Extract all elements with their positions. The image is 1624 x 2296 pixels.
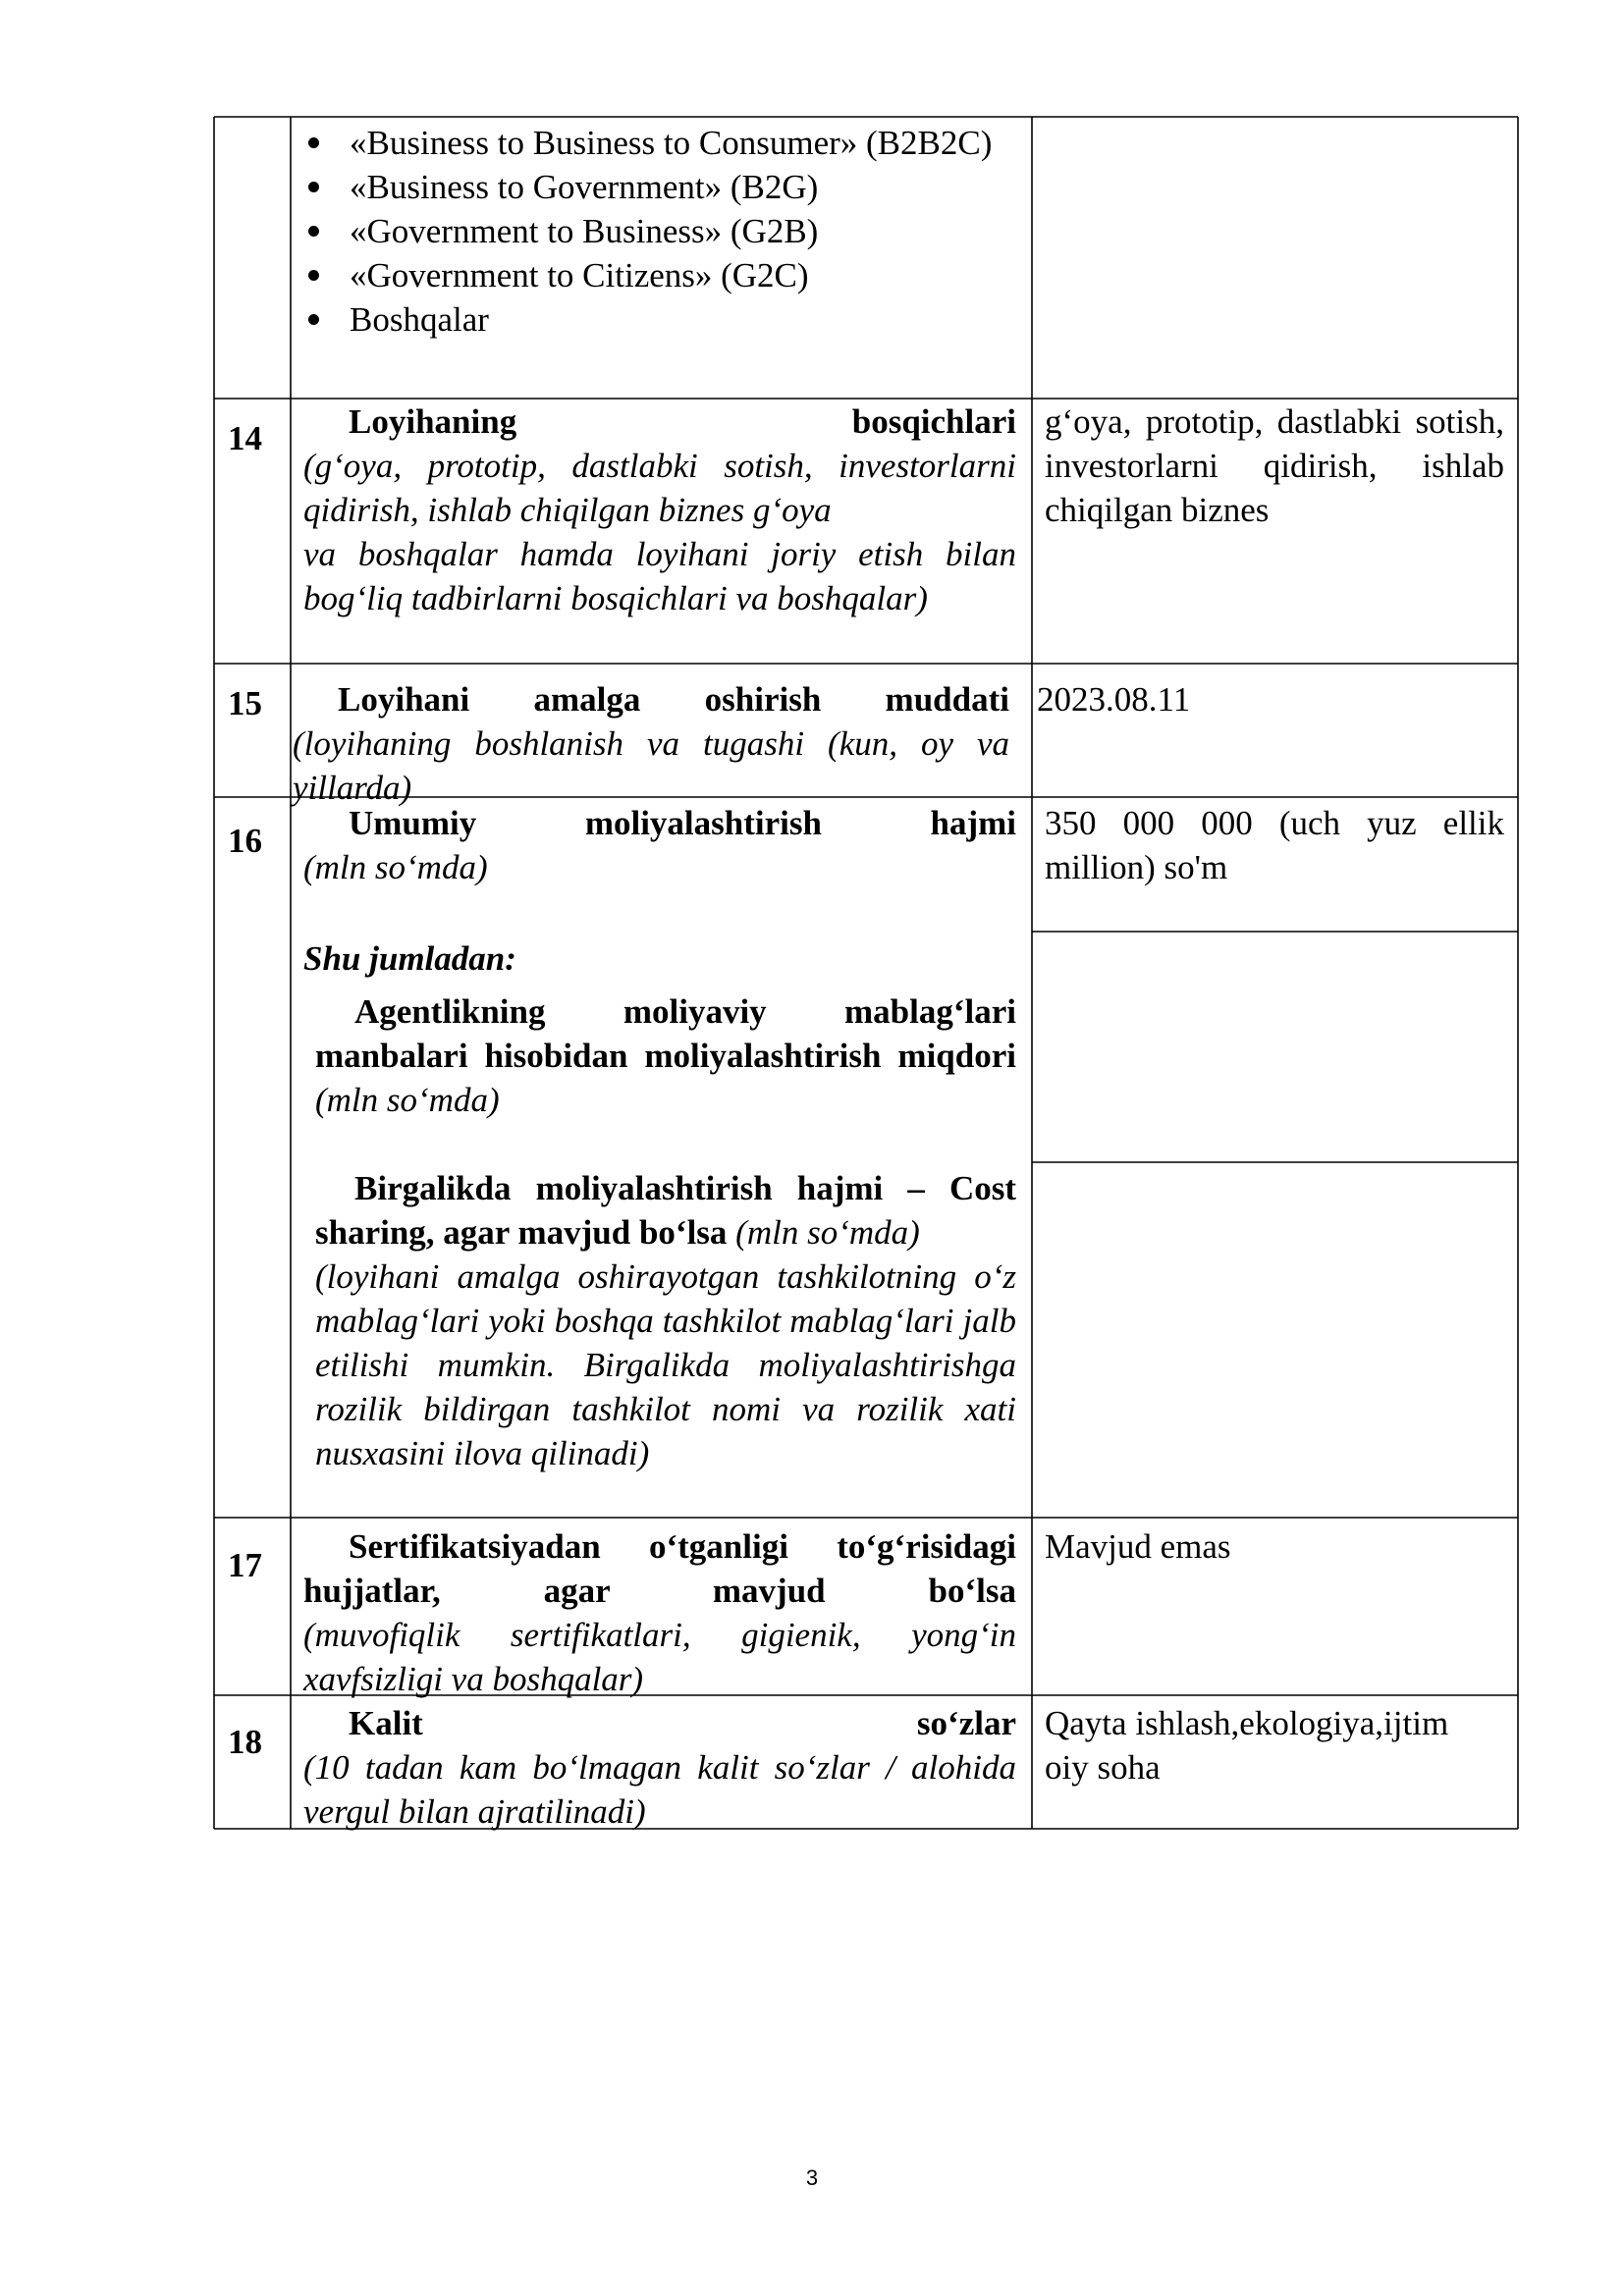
row-16-cost-sharing-unit: (mln so‘mda) <box>735 1213 920 1252</box>
list-item: Boshqalar <box>302 297 1017 342</box>
page-number: 3 <box>805 2165 819 2190</box>
row-13-content-cell <box>302 121 1017 342</box>
row-18-label-cell <box>303 1701 1016 1834</box>
row-18-title: Kalit so‘zlar <box>349 1704 1016 1742</box>
row-18-value: Qayta ishlash,ekologiya,ijtimoiy soha <box>1045 1704 1449 1787</box>
row-14-number: 14 <box>228 419 262 457</box>
row-16-agency-cell <box>315 989 1016 1122</box>
row-14-title: Loyihaning bosqichlari <box>349 402 1016 441</box>
row-14-description: (g‘oya, prototip, dastlabki sotish, investorlarni qidirish, ishlab chiqilgan biznes g‘oya <box>303 447 1016 529</box>
list-item: «Business to Business to Consumer» (B2B2C) <box>302 121 1017 165</box>
row-15-label-cell <box>293 677 1009 810</box>
row-16-agency-unit: (mln so‘mda) <box>315 1081 500 1119</box>
row-16-title: Umumiy moliyalashtirish hajmi <box>349 804 1016 842</box>
row-16-number: 16 <box>228 822 262 860</box>
row-17-value: Mavjud emas <box>1045 1527 1231 1566</box>
row-17-description: (muvofiqlik sertifikatlari, gigienik, yong‘in xavfsizligi va boshqalar) <box>303 1616 1016 1698</box>
row-17-title: Sertifikatsiyadan o‘tganligi to‘g‘risidagi hujjatlar, agar mavjud bo‘lsa <box>303 1527 1016 1610</box>
row-15-value: 2023.08.11 <box>1037 680 1191 719</box>
list-item: «Government to Business» (G2B) <box>302 209 1017 253</box>
row-18-description: (10 tadan kam bo‘lmagan kalit so‘zlar / alohida vergul bilan ajratilinadi) <box>303 1748 1016 1831</box>
row-15-title: Loyihani amalga oshirish muddati <box>338 680 1009 719</box>
list-item: «Business to Government» (B2G) <box>302 165 1017 209</box>
row-17-label-cell <box>303 1524 1016 1701</box>
row-16-cost-sharing-title: Birgalikda moliyalashtirish hajmi – Cost sharing, agar mavjud bo‘lsa <box>315 1169 1016 1252</box>
row-14-value: g‘oya, prototip, dastlabki sotish, investorlarni qidirish, ishlab chiqilgan biznes <box>1045 402 1504 529</box>
row-16-cost-sharing-cell <box>315 1166 1016 1475</box>
row-16-title-unit: (mln so‘mda) <box>303 848 488 886</box>
row-15-number: 15 <box>228 684 262 722</box>
row-14-description-continued: va boshqalar hamda loyihani joriy etish bilan bog‘liq tadbirlarni bosqichlari va boshqalar) <box>303 535 1016 617</box>
row-16-agency-title: Agentlikning moliyaviy mablag‘lari manbalari hisobidan moliyalashtirish miqdori <box>315 992 1016 1075</box>
row-14-label-cell <box>303 400 1016 620</box>
business-model-list <box>302 121 1017 342</box>
row-16-cost-sharing-description: (loyihani amalga oshirayotgan tashkilotning o‘z mablag‘lari yoki boshqa tashkilot mablag‘lari jalb etilishi mumkin. Birgalikda moliyalashtirishga rozilik bildirgan tashkilot nomi va rozilik xati nusxasini ilova qilinadi) <box>315 1257 1016 1472</box>
row-18-number: 18 <box>228 1723 262 1761</box>
row-16-label-cell <box>303 801 1016 981</box>
row-15-description: (loyihaning boshlanish va tugashi (kun, oy va yillarda) <box>293 724 1009 807</box>
row-17-number: 17 <box>228 1546 262 1584</box>
row-16-value: 350 000 000 (uch yuz ellik million) so'm <box>1045 804 1504 886</box>
list-item: «Government to Citizens» (G2C) <box>302 253 1017 297</box>
row-16-sub-heading: Shu jumladan: <box>303 939 516 978</box>
